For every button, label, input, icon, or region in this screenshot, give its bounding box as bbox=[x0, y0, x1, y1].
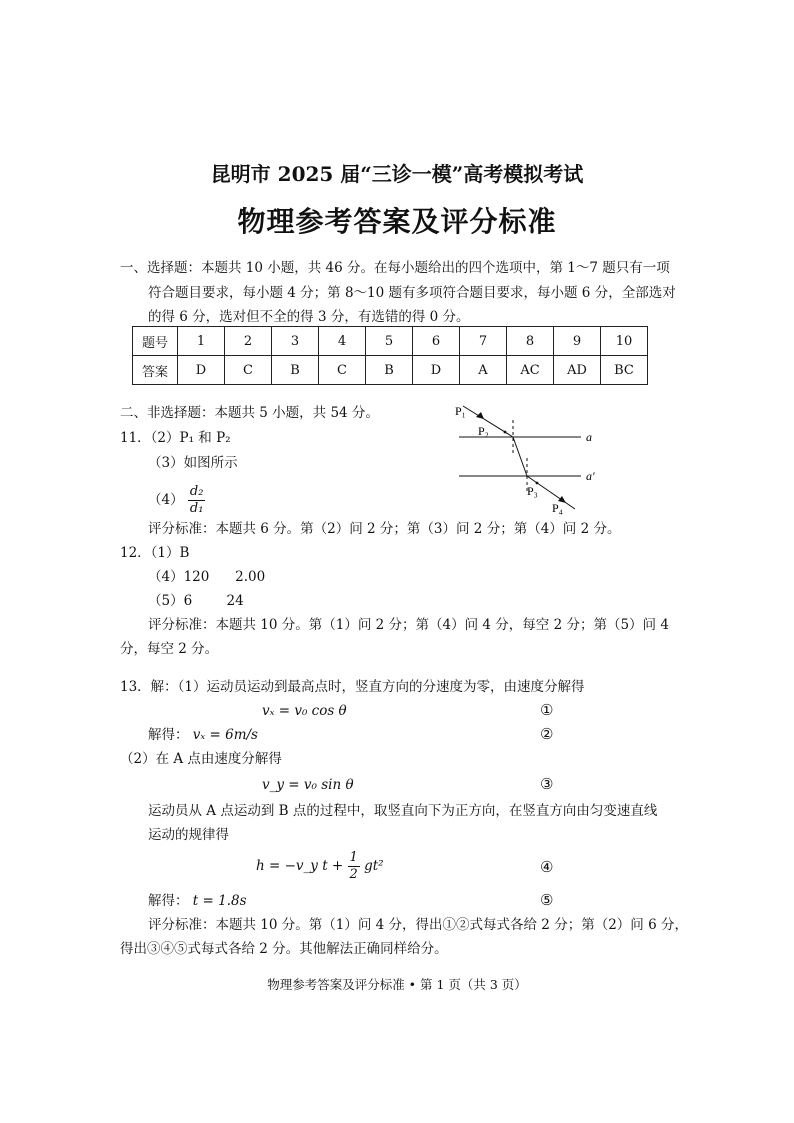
refracted-ray bbox=[513, 437, 527, 476]
table-cell: AC bbox=[507, 356, 554, 385]
table-cell: D bbox=[413, 356, 460, 385]
q13-eq1: vₓ = v₀ cos θ bbox=[262, 703, 347, 719]
q11-scoring: 评分标准：本题共 6 分。第（2）问 2 分；第（3）问 2 分；第（4）问 2 分。 bbox=[148, 521, 621, 537]
q13-line1: 13．解：（1）运动员运动到最高点时，竖直方向的分速度为零，由速度分解得 bbox=[120, 679, 585, 695]
table-row-answers bbox=[133, 356, 648, 385]
q13-mark3: ③ bbox=[540, 775, 554, 793]
table-cell: 7 bbox=[460, 327, 507, 356]
refraction-diagram bbox=[445, 398, 615, 516]
q13-sol2-label: 解得： bbox=[148, 893, 189, 909]
table-cell: 8 bbox=[507, 327, 554, 356]
q13-eq4-fraction bbox=[348, 850, 360, 883]
table-cell: D bbox=[178, 356, 225, 385]
q13-scoring-line1: 评分标准：本题共 10 分。第（1）问 4 分，得出①②式每式各给 2 分；第（2）问 6 分， bbox=[148, 917, 688, 933]
arrow-icon bbox=[476, 412, 484, 419]
q13-eq3: v_y = v₀ sin θ bbox=[262, 777, 354, 793]
table-cell: 3 bbox=[272, 327, 319, 356]
exam-title: 昆明市 2025 届“三诊一模”高考模拟考试 bbox=[210, 162, 584, 186]
section1-intro-line1: 一、选择题：本题共 10 小题，共 46 分。在每小题给出的四个选项中，第 1～7 题只有一项 bbox=[120, 260, 670, 276]
q13-text2: 运动的规律得 bbox=[148, 827, 229, 843]
label-p3: P₃ bbox=[527, 484, 538, 498]
q13-scoring-line2: 得出③④⑤式每式各给 2 分。其他解法正确同样给分。 bbox=[120, 941, 448, 957]
section1-intro-line3: 的得 6 分，选对但不全的得 3 分，有选错的得 0 分。 bbox=[148, 309, 470, 325]
table-cell: 5 bbox=[366, 327, 413, 356]
q13-eq4 bbox=[256, 850, 384, 883]
q13-eq4-right: gt² bbox=[364, 858, 384, 874]
q11-fraction bbox=[188, 484, 206, 517]
q13-sol2 bbox=[148, 890, 247, 912]
table-cell: AD bbox=[554, 356, 601, 385]
q13-mark4: ④ bbox=[540, 858, 554, 876]
q13-sol1-label: 解得： bbox=[148, 727, 189, 743]
q11-part4-label: （4） bbox=[148, 492, 184, 508]
q13-mark2: ② bbox=[540, 725, 554, 743]
table-cell: 2 bbox=[225, 327, 272, 356]
q11-line1: 11．（2）P₁ 和 P₂ bbox=[120, 430, 231, 446]
q13-eq4-den: 2 bbox=[349, 867, 358, 882]
q13-text1: 运动员从 A 点运动到 B 点的过程中，取竖直向下为正方向，在竖直方向由匀变速直线 bbox=[148, 803, 658, 819]
table-cell: C bbox=[225, 356, 272, 385]
label-p4: P₄ bbox=[552, 501, 563, 515]
label-a-prime: a′ bbox=[586, 469, 595, 483]
table-header-number: 题号 bbox=[133, 327, 178, 356]
document-title: 物理参考答案及评分标准 bbox=[237, 205, 557, 238]
q13-sol2-value: t = 1.8s bbox=[192, 893, 247, 909]
q13-part2: （2）在 A 点由速度分解得 bbox=[120, 751, 282, 767]
q11-frac-num: d₂ bbox=[189, 484, 204, 499]
table-row-numbers bbox=[133, 327, 648, 356]
table-header-answer: 答案 bbox=[133, 356, 178, 385]
q13-mark1: ① bbox=[540, 701, 554, 719]
table-cell: 10 bbox=[601, 327, 648, 356]
q13-eq4-num: 1 bbox=[349, 850, 358, 865]
page-footer: 物理参考答案及评分标准 • 第 1 页（共 3 页） bbox=[267, 977, 527, 992]
q11-line2: （3）如图所示 bbox=[148, 455, 238, 471]
table-cell: 1 bbox=[178, 327, 225, 356]
answer-table bbox=[132, 326, 648, 385]
q11-line3 bbox=[148, 484, 205, 517]
q13-mark5: ⑤ bbox=[540, 891, 554, 909]
table-cell: 4 bbox=[319, 327, 366, 356]
table-cell: C bbox=[319, 356, 366, 385]
q12-line2: （4）120 2.00 bbox=[148, 569, 266, 585]
q12-scoring-line2: 分，每空 2 分。 bbox=[120, 641, 219, 657]
table-cell: 6 bbox=[413, 327, 460, 356]
q11-frac-den: d₁ bbox=[189, 501, 204, 516]
label-a: a bbox=[586, 430, 592, 444]
table-cell: 9 bbox=[554, 327, 601, 356]
q12-line1: 12．（1）B bbox=[120, 545, 190, 561]
table-cell: A bbox=[460, 356, 507, 385]
pin-marker bbox=[504, 431, 507, 434]
label-p2: P₂ bbox=[478, 424, 489, 438]
label-p1: P₁ bbox=[455, 404, 466, 418]
q13-sol1-value: vₓ = 6m/s bbox=[192, 727, 258, 743]
table-cell: B bbox=[366, 356, 413, 385]
section1-intro-line2: 符合题目要求，每小题 4 分；第 8～10 题有多项符合题目要求，每小题 6 分，全部选对 bbox=[148, 285, 676, 301]
section2-heading: 二、非选择题：本题共 5 小题，共 54 分。 bbox=[120, 405, 379, 421]
q12-line3: （5）6 24 bbox=[148, 593, 244, 609]
table-cell: B bbox=[272, 356, 319, 385]
q12-scoring-line1: 评分标准：本题共 10 分。第（1）问 2 分；第（4）问 4 分，每空 2 分；第（5）问 4 bbox=[148, 617, 669, 633]
table-cell: BC bbox=[601, 356, 648, 385]
q13-sol1 bbox=[148, 724, 258, 746]
q13-eq4-left: h = −v_y t + bbox=[256, 858, 344, 874]
